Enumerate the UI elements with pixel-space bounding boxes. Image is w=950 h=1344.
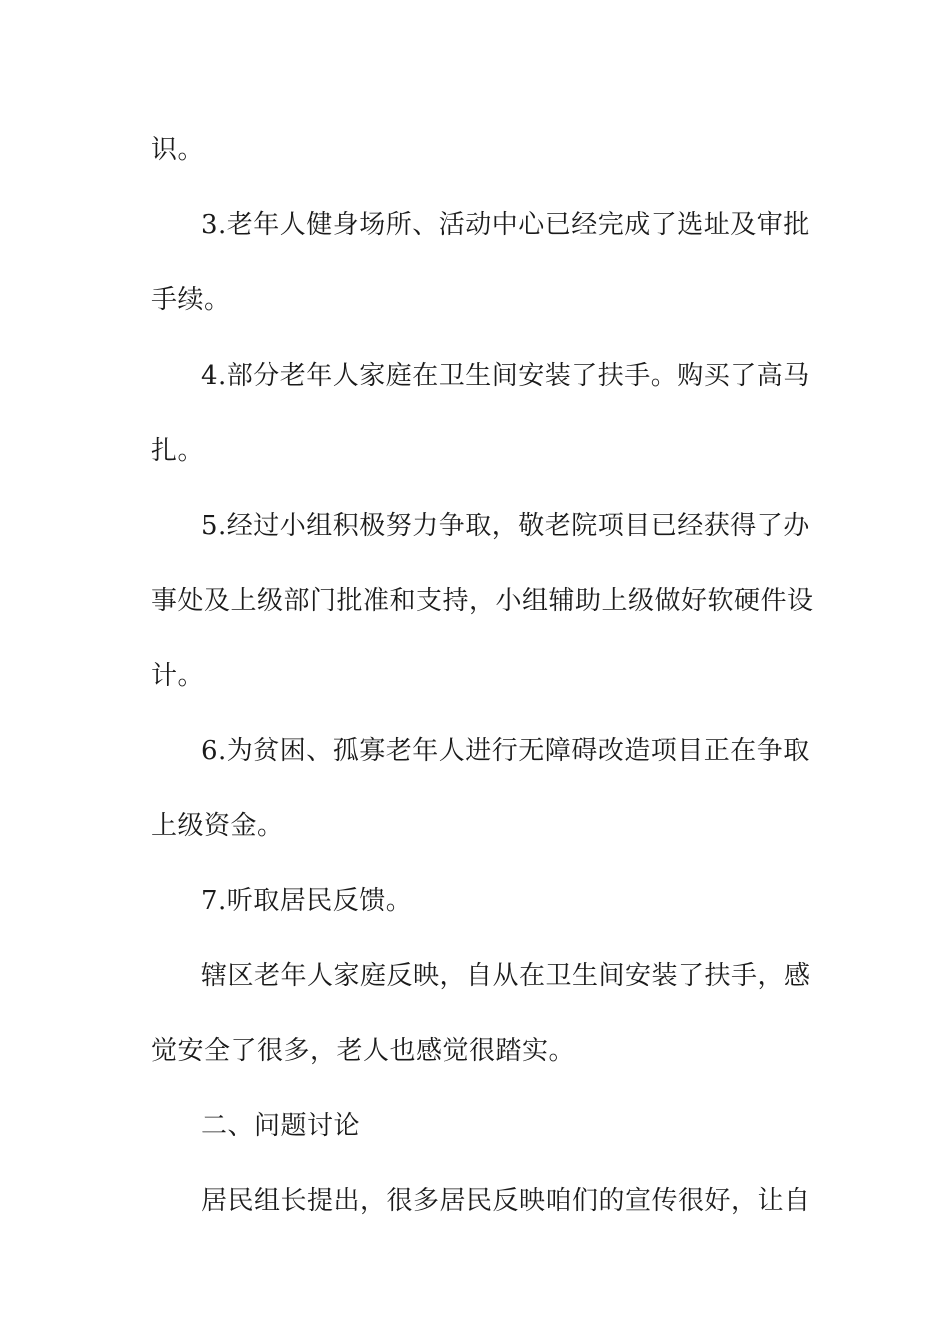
- section-heading: 二、问题讨论: [201, 1111, 361, 1141]
- list-item-5: 5.经过小组积极努力争取，敬老院项目已经获得了办: [201, 511, 810, 541]
- text-line: 上级资金。: [151, 811, 284, 841]
- list-item-7: 7.听取居民反馈。: [201, 886, 413, 916]
- text-line: 扎。: [151, 436, 205, 466]
- list-item-3: 3.老年人健身场所、活动中心已经完成了选址及审批: [201, 210, 810, 240]
- text-line: 事处及上级部门批准和支持，小组辅助上级做好软硬件设: [151, 586, 814, 616]
- list-item-6: 6.为贫困、孤寡老年人进行无障碍改造项目正在争取: [201, 736, 810, 766]
- text-line: 手续。: [151, 285, 231, 315]
- paragraph-start: 居民组长提出，很多居民反映咱们的宣传很好，让自: [201, 1186, 811, 1216]
- list-item-4: 4.部分老年人家庭在卫生间安装了扶手。购买了高马: [201, 361, 810, 391]
- text-line: 识。: [151, 135, 205, 165]
- paragraph-start: 辖区老年人家庭反映，自从在卫生间安装了扶手，感: [201, 961, 811, 991]
- text-line: 计。: [151, 661, 205, 691]
- text-line: 觉安全了很多，老人也感觉很踏实。: [151, 1036, 576, 1066]
